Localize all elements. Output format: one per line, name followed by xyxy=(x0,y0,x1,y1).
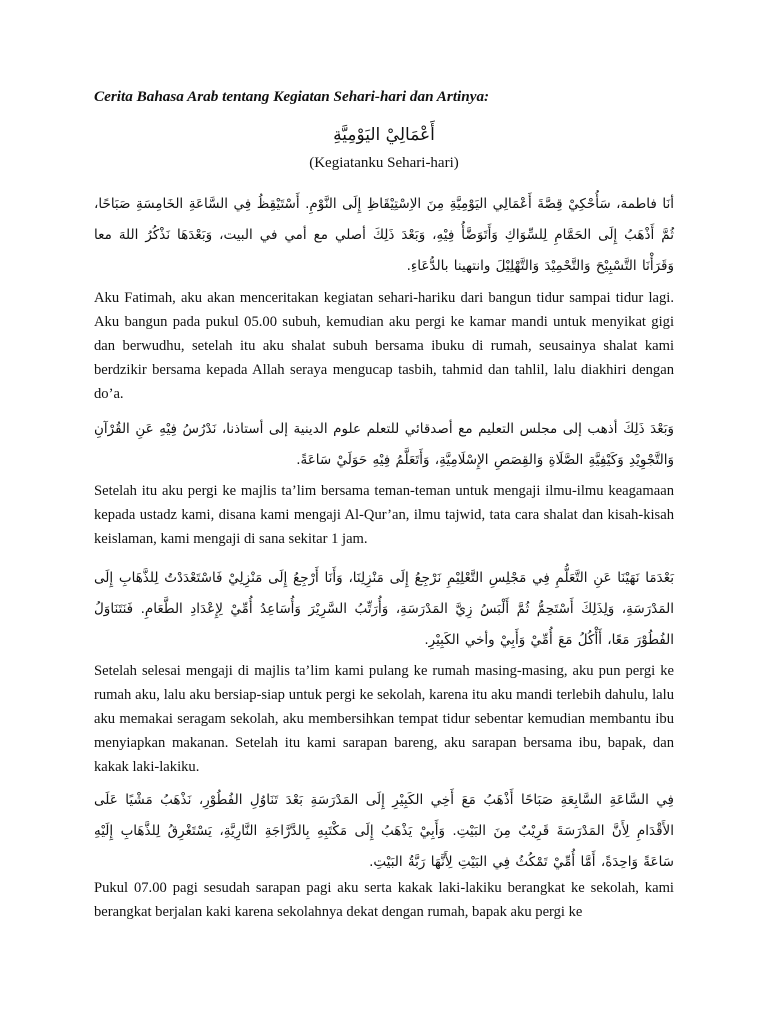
translation-paragraph-2: Setelah itu aku pergi ke majlis ta’lim bersama teman-teman untuk mengaji ilmu-ilmu keagamaan kepada ustadz kami, disana kami mengaji Al-Qur’an, ilmu tajwid, tata cara shalat dan kisah-kisah keislaman, kami mengaji di sana sekitar 1 jam. xyxy=(94,483,674,547)
arabic-paragraph-3: بَعْدَمَا نَهَيْنَا عَنِ التَّعَلُّمِ فِي مَجْلِسِ التَّعْلِيْمِ نَرْجِعُ إِلَى مَنْزِلِنَا، وَأَنَا أَرْجِعُ إِلَى مَنْزِلِيْ فَاسْتَعْدَدْتُ لِلذَّهَابِ إِلَى المَدْرَسَةِ، وَلِذَلِكَ أَسْتَحِمُّ ثُمَّ أَلْبَسُ زِيَّ المَدْرَسَةِ، وَأُرَتِّبُ السَّرِيْرَ وَأُسَاعِدُ أُمِّيْ لِإِعْدَادِ الطَّعَامِ. فَنَتَنَاوَلُ الفُطُوْرَ مَعًا، أَأْكُلُ مَعَ أُمِّيْ وَأَبِيْ وأخي الكَبِيْرِ. xyxy=(94,570,674,648)
translation-paragraph-1: Aku Fatimah, aku akan menceritakan kegiatan sehari-hariku dari bangun tidur sampai tidur lagi. Aku bangun pada pukul 05.00 subuh, kemudian aku pergi ke kamar mandi untuk menyikat gigi dan berwudhu, setelah itu aku shalat subuh bersama ibuku di rumah, seusainya shalat kami berdzikir bersama kepada Allah seraya mengucap tasbih, tahmid dan tahlil, lalu diakhiri dengan do’a. xyxy=(94,290,674,402)
arabic-title: أَعْمَالِيْ اليَوْمِيَّةِ xyxy=(333,125,435,145)
subtitle: (Kegiatanku Sehari-hari) xyxy=(309,155,459,171)
arabic-paragraph-1: أنَا فاطمة، سَأُحْكِيْ قِصَّةَ أَعْمَالِي اليَوْمِيَّةِ مِنَ الاِسْتِيْقَاظِ إِلَى النَّوْمِ. أَسْتَيْقِظُ فِي السَّاعَةِ الخَامِسَةِ صَبَاحًا، ثُمَّ أَذْهَبُ إِلَى الحَمَّامِ لِلسِّوَاكِ وَأَتَوَضَّأُ فِيْهِ، وَبَعْدَ ذَلِكَ أصلي مع أمي في البيت، وَبَعْدَهَا نَذْكُرُ اللهَ معا وَقَرَأْنَا التَّسْبِيْحَ وَالتَّحْمِيْدَ وَالتَّهْلِيْلَ وانتهينا بالدُّعَاءِ. xyxy=(94,196,674,274)
arabic-paragraph-2: وَبَعْدَ ذَلِكَ أذهب إلى مجلس التعليم مع أصدقائي للتعلم علوم الدينية إلى أستاذنا، نَدْرُسُ فِيْهِ عَنِ القُرْآنِ وَالتَّجْوِيْدِ وَكَيْفِيَّةِ الصَّلَاةِ وَالقِصَصِ الإِسْلَامِيَّةِ، وَأَتَعَلَّمُ فِيْهِ حَوَلَيْ سَاعَةً. xyxy=(94,421,674,468)
document-page xyxy=(94,0,674,1024)
translation-paragraph-3: Setelah selesai mengaji di majlis ta’lim kami pulang ke rumah masing-masing, aku pun pergi ke rumah aku, lalu aku bersiap-siap untuk pergi ke sekolah, karena itu aku mandi terlebih dahulu, lalu aku memakai seragam sekolah, aku membersihkan tempat tidur sebentar kemudian membantu ibu menyiapkan makanan. Setelah itu kami sarapan bareng, aku sarapan bersama ibu, bapak, dan kakak laki-lakiku. xyxy=(94,663,674,775)
document-title: Cerita Bahasa Arab tentang Kegiatan Sehari-hari dan Artinya: xyxy=(94,88,490,105)
arabic-paragraph-4: فِي السَّاعَةِ السَّابِعَةِ صَبَاحًا أَذْهَبُ مَعَ أَخِي الكَبِيْرِ إِلَى المَدْرَسَةِ بَعْدَ تَنَاوُلِ الفُطُوْرِ، نَذْهَبُ مَشْيًا عَلَى الأَقْدَامِ لِأَنَّ المَدْرَسَةَ قَرِيْبٌ مِنَ البَيْتِ. وَأَبِيْ يَذْهَبُ إِلَى مَكْتَبِهِ بِالدَّرَّاجَةِ النَّارِيَّةِ، يَسْتَغْرِقُ لِلذَّهَابِ إِلَيْهِ سَاعَةً وَاحِدَةً، أَمَّا أُمِّيْ تَمْكُثُ فِي البَيْتِ لِأَنَّهَا رَبَّةُ البَيْتِ. xyxy=(94,792,674,870)
translation-paragraph-4: Pukul 07.00 pagi sesudah sarapan pagi aku serta kakak laki-lakiku berangkat ke sekolah, kami berangkat berjalan kaki karena sekolahnya dekat dengan rumah, bapak aku pergi ke xyxy=(94,880,674,920)
